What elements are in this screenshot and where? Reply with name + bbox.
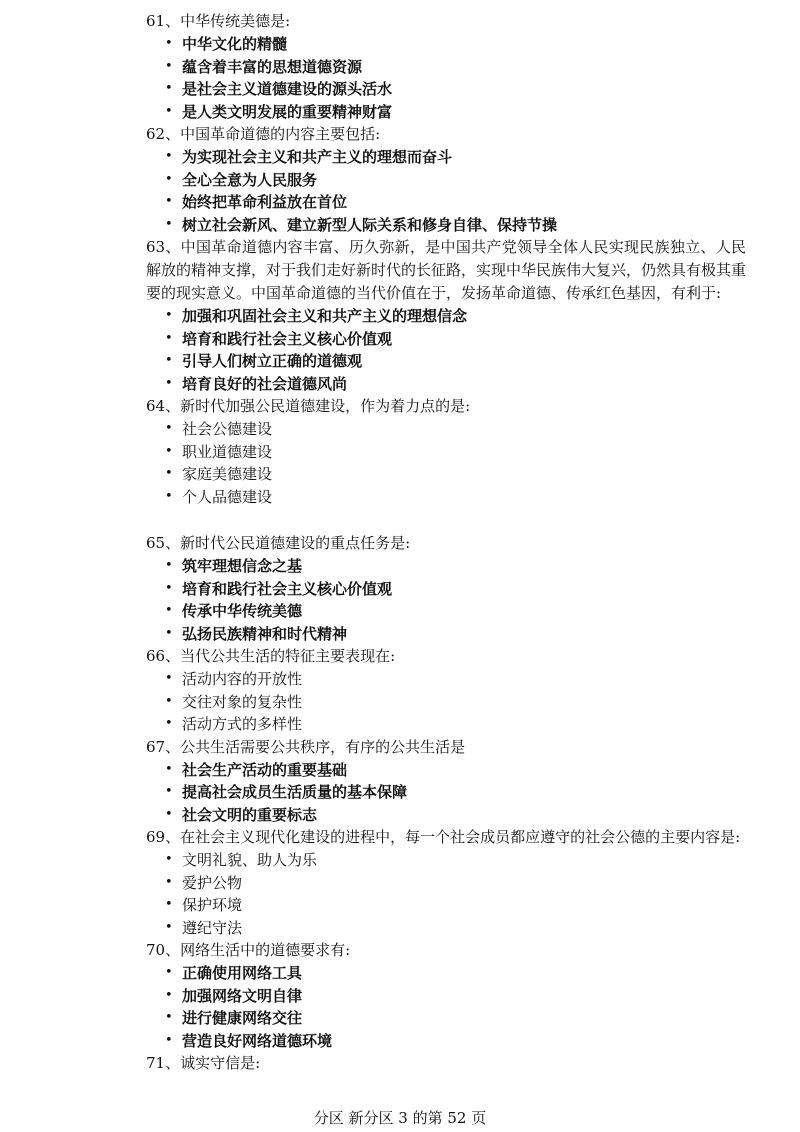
option-text: 始终把革命利益放在首位 [182, 193, 348, 211]
question-64 [146, 395, 746, 418]
option-item [146, 759, 746, 782]
option-list [146, 759, 746, 827]
option-text: 加强和巩固社会主义和共产主义的理想信念 [182, 307, 468, 325]
bullet-icon: • [165, 558, 173, 573]
bullet-icon: • [165, 580, 173, 596]
option-text: 营造良好网络道德环境 [182, 1031, 333, 1050]
option-item [146, 169, 746, 192]
option-item [146, 917, 746, 940]
option-item [146, 894, 746, 917]
bullet-icon: • [165, 761, 173, 777]
option-text: 保护环境 [182, 896, 243, 914]
option-item [146, 101, 746, 124]
option-list [146, 962, 746, 1052]
bullet-icon: • [165, 965, 173, 980]
bullet-icon: • [165, 149, 173, 164]
page-footer: 分区 新分区 3 的第 52 页 [313, 1109, 487, 1127]
question-number: 70、 [146, 941, 181, 959]
option-text: 树立社会新风、建立新型人际关系和修身自律、保持节操 [182, 215, 558, 234]
question-63 [146, 236, 746, 305]
option-item [146, 555, 746, 578]
question-62 [146, 123, 746, 146]
option-list [146, 146, 746, 236]
option-text: 遵纪守法 [182, 918, 243, 937]
question-text: 新时代加强公民道德建设，作为着力点的是: [180, 397, 471, 415]
option-text: 传承中华传统美德 [182, 602, 303, 620]
option-text: 是人类文明发展的重要精神财富 [182, 102, 393, 121]
question-66 [146, 645, 746, 668]
option-item [146, 849, 746, 872]
option-item [146, 373, 746, 396]
bullet-icon: • [165, 353, 173, 368]
option-text: 为实现社会主义和共产主义的理想而奋斗 [182, 148, 453, 166]
bullet-icon: • [165, 488, 173, 504]
question-list [146, 10, 746, 1075]
bullet-icon: • [165, 784, 173, 799]
option-text: 活动内容的开放性 [182, 670, 303, 688]
question-number: 62、 [146, 125, 181, 143]
question-text: 在社会主义现代化建设的进程中，每一个社会成员都应遵守的社会公德的主要内容是: [180, 828, 741, 846]
option-item [146, 418, 746, 441]
bullet-icon: • [165, 103, 173, 119]
question-number: 61、 [146, 12, 181, 30]
bullet-icon: • [165, 671, 173, 686]
option-text: 家庭美德建设 [182, 465, 273, 483]
option-text: 爱护公物 [182, 873, 243, 892]
option-text: 弘扬民族精神和时代精神 [182, 624, 348, 643]
question-text: 诚实守信是: [180, 1054, 261, 1072]
bullet-icon: • [165, 171, 173, 187]
question-text: 网络生活中的道德要求有: [180, 941, 351, 959]
bullet-icon: • [165, 716, 173, 731]
bullet-icon: • [165, 375, 173, 391]
option-item [146, 350, 746, 373]
option-text: 交往对象的复杂性 [182, 692, 303, 711]
option-list [146, 668, 746, 736]
option-list [146, 555, 746, 645]
question-text: 公共生活需要公共秩序，有序的公共生活是 [180, 737, 466, 756]
option-item [146, 146, 746, 169]
option-text: 职业道德建设 [182, 442, 273, 461]
option-item [146, 691, 746, 714]
bullet-icon: • [165, 625, 173, 641]
option-item [146, 623, 746, 646]
question-70 [146, 939, 746, 962]
bullet-icon: • [165, 603, 173, 618]
option-text: 个人品德建设 [182, 487, 273, 506]
bullet-icon: • [165, 36, 173, 51]
option-text: 加强网络文明自律 [182, 986, 303, 1005]
question-71 [146, 1052, 746, 1075]
bullet-icon: • [165, 81, 173, 96]
question-67 [146, 736, 746, 759]
question-65 [146, 532, 746, 555]
option-text: 文明礼貌、助人为乐 [182, 851, 318, 869]
option-text: 社会公德建设 [182, 420, 273, 438]
option-item [146, 1007, 746, 1030]
bullet-icon: • [165, 421, 173, 436]
option-text: 社会生产活动的重要基础 [182, 760, 348, 779]
bullet-icon: • [165, 466, 173, 481]
bullet-icon: • [165, 58, 173, 74]
option-text: 提高社会成员生活质量的基本保障 [182, 783, 408, 801]
option-item [146, 486, 746, 509]
option-item [146, 713, 746, 736]
question-number: 65、 [146, 534, 181, 552]
option-item [146, 305, 746, 328]
option-item [146, 463, 746, 486]
question-number: 64、 [146, 397, 181, 415]
option-item [146, 985, 746, 1008]
section-gap [146, 508, 746, 532]
option-item [146, 78, 746, 101]
option-text: 是社会主义道德建设的源头活水 [182, 80, 393, 98]
question-text: 中国革命道德内容丰富、历久弥新，是中国共产党领导全体人民实现民族独立、人民解放的精神支撑，对于我们走好新时代的长征路，实现中华民族伟大复兴，仍然具有极其重要的现实意义。中国革命道德的当代价值在于，发扬革命道德、传承红色基因，有利于: [146, 238, 747, 302]
bullet-icon: • [165, 806, 173, 822]
question-61 [146, 10, 746, 33]
option-list [146, 305, 746, 395]
option-text: 全心全意为人民服务 [182, 170, 318, 189]
option-item [146, 33, 746, 56]
bullet-icon: • [165, 693, 173, 709]
option-text: 引导人们树立正确的道德观 [182, 352, 363, 370]
question-text: 新时代公民道德建设的重点任务是: [180, 534, 411, 552]
option-item [146, 191, 746, 214]
bullet-icon: • [165, 330, 173, 346]
option-text: 正确使用网络工具 [182, 964, 303, 982]
bullet-icon: • [165, 987, 173, 1003]
bullet-icon: • [165, 443, 173, 459]
option-text: 培育和践行社会主义核心价值观 [182, 329, 393, 348]
question-number: 66、 [146, 647, 181, 665]
option-item [146, 804, 746, 827]
option-item [146, 578, 746, 601]
option-text: 社会文明的重要标志 [182, 805, 318, 824]
option-item [146, 56, 746, 79]
option-list [146, 849, 746, 939]
option-text: 培育和践行社会主义核心价值观 [182, 579, 393, 598]
question-text: 中华传统美德是: [180, 12, 291, 30]
bullet-icon: • [165, 897, 173, 912]
option-item [146, 1030, 746, 1053]
option-item [146, 872, 746, 895]
option-text: 进行健康网络交往 [182, 1009, 303, 1027]
bullet-icon: • [165, 874, 173, 890]
bullet-icon: • [165, 852, 173, 867]
bullet-icon: • [165, 1010, 173, 1025]
option-item [146, 441, 746, 464]
question-number: 69、 [146, 828, 181, 846]
option-text: 筑牢理想信念之基 [182, 557, 303, 575]
bullet-icon: • [165, 216, 173, 232]
question-69 [146, 826, 746, 849]
question-text: 当代公共生活的特征主要表现在: [180, 647, 396, 665]
bullet-icon: • [165, 919, 173, 935]
option-item [146, 962, 746, 985]
question-number: 67、 [146, 737, 181, 756]
option-item [146, 668, 746, 691]
option-list [146, 418, 746, 508]
option-text: 培育良好的社会道德风尚 [182, 374, 348, 393]
option-list [146, 33, 746, 123]
option-text: 中华文化的精髓 [182, 35, 288, 53]
option-text: 蕴含着丰富的思想道德资源 [182, 57, 363, 76]
question-number: 63、 [146, 238, 181, 256]
option-item [146, 600, 746, 623]
bullet-icon: • [165, 308, 173, 323]
bullet-icon: • [165, 1032, 173, 1048]
question-number: 71、 [146, 1054, 181, 1072]
option-item [146, 781, 746, 804]
option-item [146, 328, 746, 351]
question-text: 中国革命道德的内容主要包括: [180, 125, 381, 143]
bullet-icon: • [165, 194, 173, 209]
option-item [146, 214, 746, 237]
option-text: 活动方式的多样性 [182, 715, 303, 733]
